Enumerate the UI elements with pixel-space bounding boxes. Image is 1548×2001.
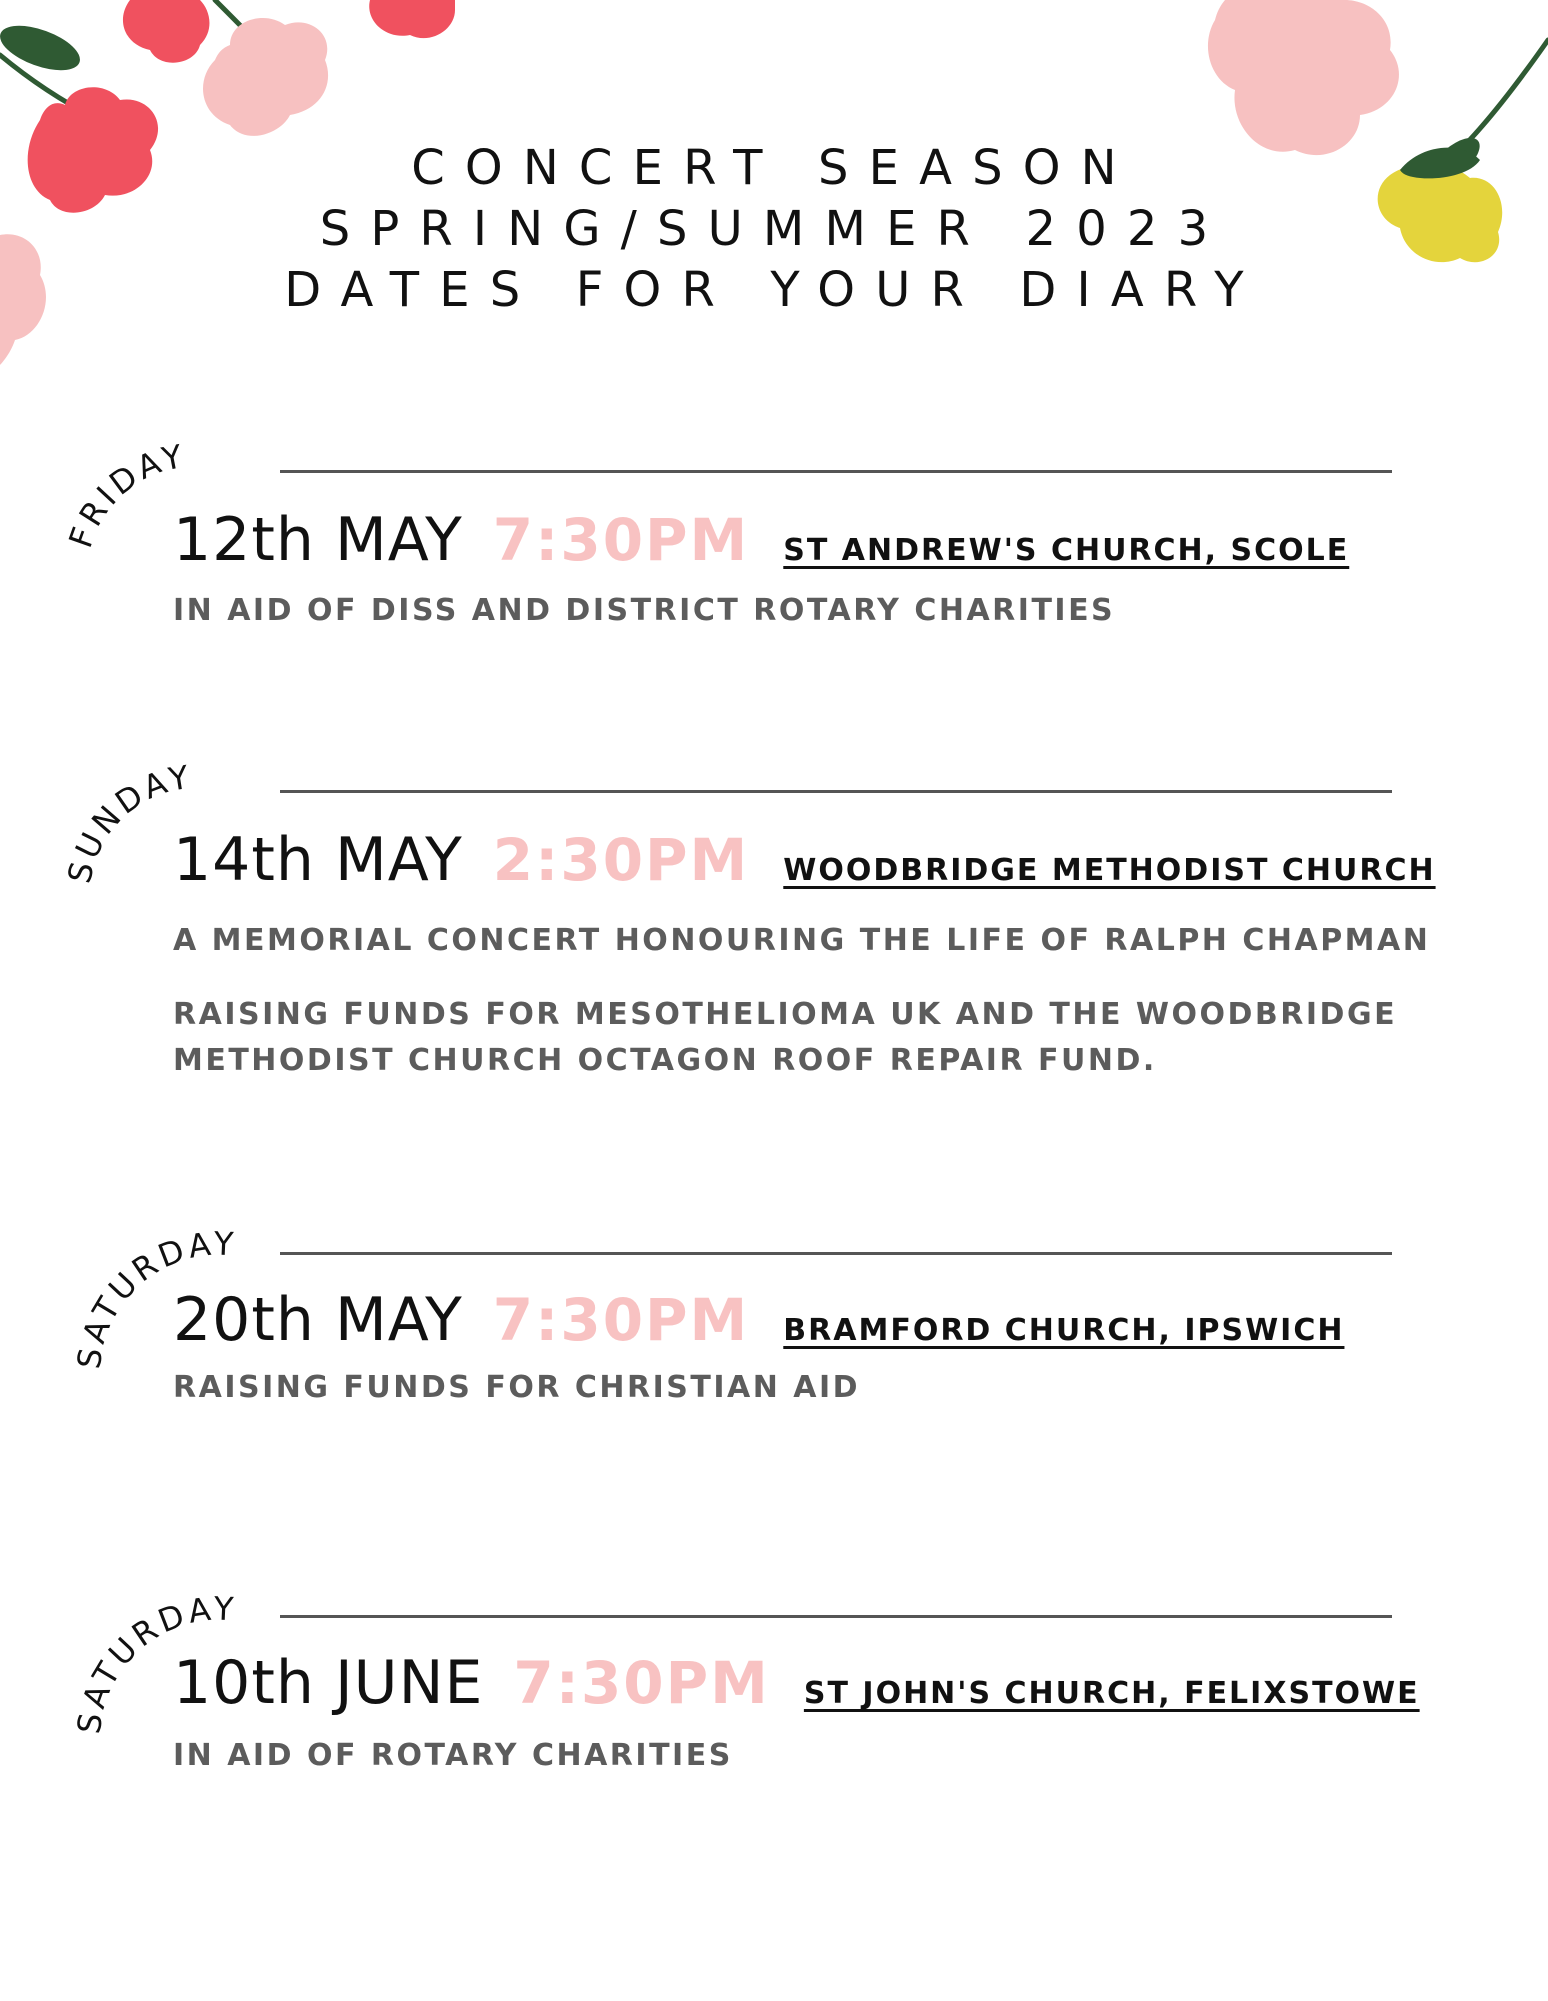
event-date: 12th MAY [173, 505, 463, 575]
event-divider [280, 1252, 1392, 1255]
title-line-3: DATES FOR YOUR DIARY [284, 262, 1264, 318]
event-note: METHODIST CHURCH OCTAGON ROOF REPAIR FUND. [173, 1043, 1157, 1078]
event-note: RAISING FUNDS FOR MESOTHELIOMA UK AND THE WOODBRIDGE [173, 997, 1398, 1032]
event-note: A MEMORIAL CONCERT HONOURING THE LIFE OF RALPH CHAPMAN [173, 923, 1431, 958]
svg-text:SATURDAY: SATURDAY [69, 1224, 239, 1372]
event-time: 7:30PM [492, 1286, 750, 1354]
page-title [0, 138, 1548, 321]
event-time: 7:30PM [513, 1649, 770, 1717]
event-divider [280, 790, 1392, 793]
event-divider [280, 1615, 1392, 1618]
event-venue: BRAMFORD CHURCH, IPSWICH [783, 1313, 1345, 1348]
event-venue: WOODBRIDGE METHODIST CHURCH [783, 853, 1436, 888]
event-date: 20th MAY [173, 1285, 463, 1355]
event-time: 7:30PM [492, 506, 750, 574]
event-divider [280, 470, 1392, 473]
svg-text:SUNDAY: SUNDAY [60, 757, 196, 887]
event-venue: ST ANDREW'S CHURCH, SCOLE [783, 533, 1350, 568]
event-note: IN AID OF DISS AND DISTRICT ROTARY CHARITIES [173, 593, 1116, 628]
title-line-2: SPRING/SUMMER 2023 [319, 201, 1229, 257]
svg-text:FRIDAY: FRIDAY [61, 436, 190, 553]
event-note: RAISING FUNDS FOR CHRISTIAN AID [173, 1370, 861, 1405]
event-note: IN AID OF ROTARY CHARITIES [173, 1738, 733, 1773]
event-date: 10th JUNE [173, 1648, 484, 1718]
event-date: 14th MAY [173, 825, 463, 895]
event-venue: ST JOHN'S CHURCH, FELIXSTOWE [803, 1676, 1420, 1711]
event-time: 2:30PM [492, 826, 750, 894]
title-line-1: CONCERT SEASON [411, 140, 1137, 196]
svg-text:SATURDAY: SATURDAY [69, 1589, 239, 1737]
